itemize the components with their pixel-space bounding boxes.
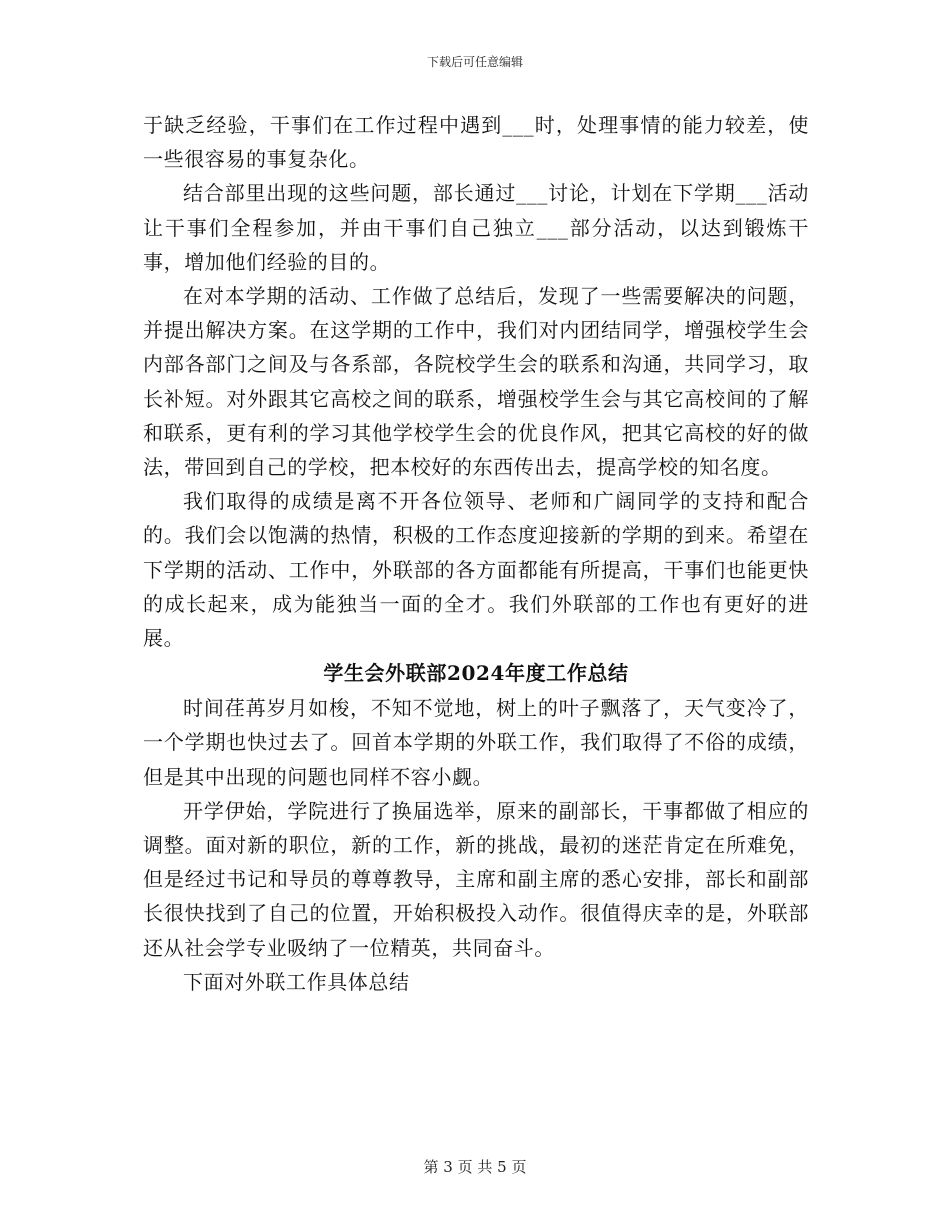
section-heading: 学生会外联部2024年度工作总结 [323,661,629,686]
paragraph-2: 结合部里出现的这些问题，部长通过___讨论，计划在下学期___活动让干事们全程参加，并由干事们自己独立___部分活动，以达到锻炼干事，增加他们经验的目的。 [143,181,809,274]
document-body [143,108,809,999]
paragraph-4: 我们取得的成绩是离不开各位领导、老师和广阔同学的支持和配合的。我们会以饱满的热情，积极的工作态度迎接新的学期的到来。希望在下学期的活动、工作中，外联部的各方面都能有所提高，干事们也能更快的成长起来，成为能独当一面的全才。我们外联部的工作也有更好的进展。 [143,489,809,651]
paragraph-1: 于缺乏经验，干事们在工作过程中遇到___时，处理事情的能力较差，使一些很容易的事复杂化。 [143,113,809,172]
paragraph-7: 下面对外联工作具体总结 [183,969,410,994]
page-header: 下载后可任意编辑 [426,55,523,69]
page-footer: 第 3 页 共 5 页 [423,1158,527,1176]
paragraph-5: 时间荏苒岁月如梭，不知不觉地，树上的叶子飘落了，天气变冷了，一个学期也快过去了。回首本学期的外联工作，我们取得了不俗的成绩，但是其中出现的问题也同样不容小觑。 [143,696,809,789]
paragraph-3: 在对本学期的活动、工作做了总结后，发现了一些需要解决的问题，并提出解决方案。在这学期的工作中，我们对内团结同学，增强校学生会内部各部门之间及与各系部，各院校学生会的联系和沟通，共同学习，取长补短。对外跟其它高校之间的联系，增强校学生会与其它高校间的了解和联系，更有利的学习其他学校学生会的优良作风，把其它高校的好的做法，带回到自己的学校，把本校好的东西传出去，提高学校的知名度。 [143,284,809,480]
paragraph-6: 开学伊始，学院进行了换届选举，原来的副部长，干事都做了相应的调整。面对新的职位，新的工作，新的挑战，最初的迷茫肯定在所难免，但是经过书记和导员的尊尊教导，主席和副主席的悉心安排，部长和副部长很快找到了自己的位置，开始积极投入动作。很值得庆幸的是，外联部还从社会学专业吸纳了一位精英，共同奋斗。 [143,798,809,960]
